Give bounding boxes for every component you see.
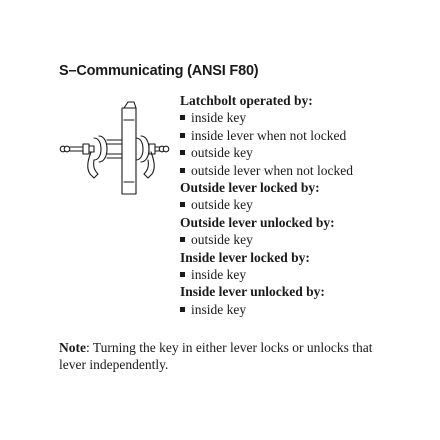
bullet-icon: [180, 202, 185, 207]
bullet-icon: [180, 150, 185, 155]
list-item: inside key: [180, 266, 353, 283]
function-heading: S–Communicating (ANSI F80): [59, 63, 259, 79]
note-label: Note: [59, 340, 86, 355]
bullet-icon: [180, 272, 185, 277]
note-paragraph: [59, 339, 389, 373]
list-item: outside key: [180, 196, 353, 213]
section-outside-locked: [180, 179, 353, 214]
section-outside-unlocked: [180, 214, 353, 249]
list-item: inside key: [180, 301, 353, 318]
section-title: Inside lever unlocked by:: [180, 284, 325, 300]
cylindrical-lever-lock-icon: [58, 100, 170, 200]
section-title: Outside lever locked by:: [180, 180, 320, 196]
section-title: Outside lever unlocked by:: [180, 214, 335, 230]
list-item: outside lever when not locked: [180, 162, 353, 179]
list-item: outside key: [180, 231, 353, 248]
section-title: Latchbolt operated by:: [180, 93, 313, 108]
section-inside-locked: [180, 249, 353, 284]
bullet-icon: [180, 168, 185, 173]
bullet-icon: [180, 237, 185, 242]
list-item: outside key: [180, 144, 353, 161]
bullet-icon: [180, 307, 185, 312]
bullet-icon: [180, 133, 185, 138]
list-item: inside key: [180, 109, 353, 126]
section-latchbolt: [180, 92, 353, 179]
section-title: Inside lever locked by:: [180, 249, 310, 265]
section-inside-unlocked: [180, 283, 353, 318]
lock-function-list: [180, 92, 353, 318]
bullet-icon: [180, 115, 185, 120]
list-item: inside lever when not locked: [180, 127, 353, 144]
note-text: : Turning the key in either lever locks or unlocks that lever independently.: [59, 340, 373, 372]
